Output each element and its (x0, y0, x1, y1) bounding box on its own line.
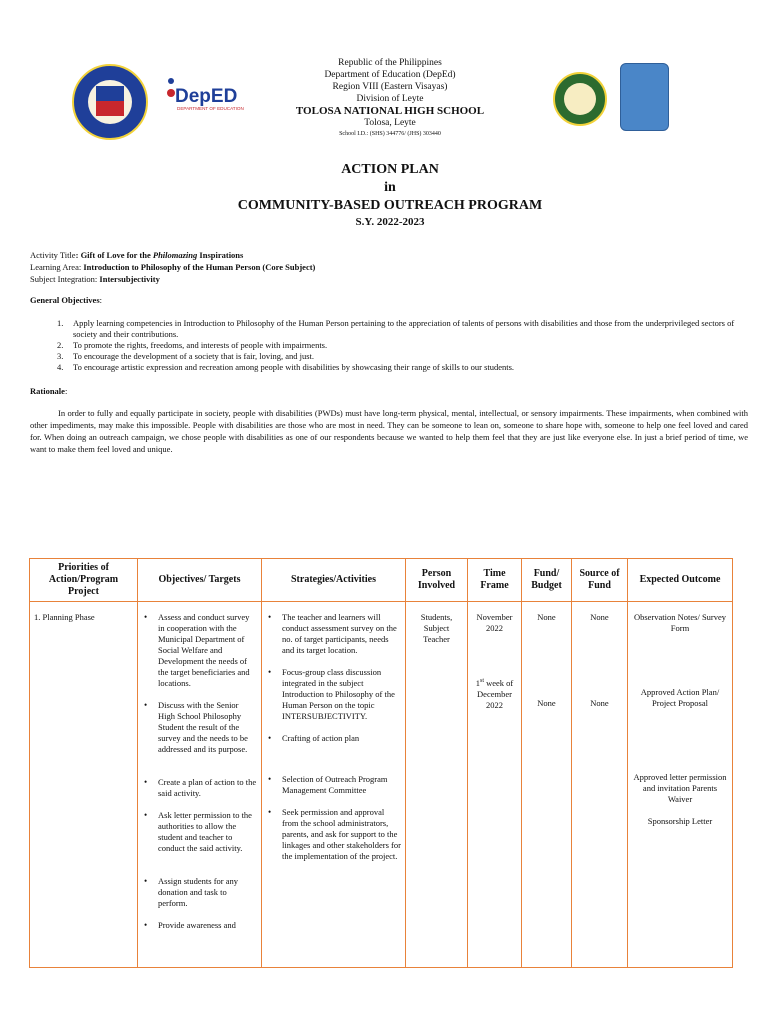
fund-cell (522, 602, 572, 968)
school-id: School I.D.: (SHS) 344776/ (JHS) 303440 (339, 131, 441, 137)
learning-area-value: Introduction to Philosophy of the Human Person (Core Subject) (83, 262, 316, 272)
outcome-2: Approved Action Plan/ Project Proposal (640, 687, 720, 708)
activity-title-value-c: Inspirations (197, 250, 244, 260)
strategy-bullet: • Focus-group class discussion integrated in the subject Introduction to Philosophy of the Human Person on the topic INTERSUBJECTIVITY. (266, 667, 401, 722)
col-header-priorities: Priorities of Action/Program Project (30, 559, 138, 602)
title-line-4: S.Y. 2022-2023 (355, 216, 425, 228)
objective-item: 4. To encourage artistic expression and recreation among people with disabilities by showcasing their range of skills to our students. (57, 362, 515, 372)
subject-integration (30, 273, 160, 285)
outcome-1: Observation Notes/ Survey Form (633, 612, 727, 633)
strategy-bullet: • Seek permission and approval from the school administrators, parents, and ask for support to the linkages and other stakeholders for the implementation of the project. (266, 807, 401, 862)
deped-seal-logo (72, 64, 148, 140)
objective-bullet: • Ask letter permission to the authorities to allow the student and teacher to conduct the said activity. (142, 810, 257, 854)
header-line-4: Division of Leyte (356, 94, 424, 104)
col-header-time: Time Frame (468, 559, 522, 602)
strategies-cell (262, 602, 406, 968)
placeholder-image (620, 63, 669, 131)
col-header-fund: Fund/ Budget (522, 559, 572, 602)
table-row (30, 602, 733, 968)
subject-integration-value: Intersubjectivity (99, 274, 160, 284)
school-seal-inner (564, 83, 596, 115)
activity-title: Activity Title: Gift of Love for the Philomazing Inspirations (30, 250, 244, 260)
objective-bullet: • Create a plan of action to the said activity. (142, 777, 257, 799)
rationale-text: In order to fully and equally participate in society, people with disabilities (PWDs) must have long-term physical, mental, intellectual, or sensory impairments. These impairments, when combined with other impediments, may make this impossible. People with disabilities are those who are most in need. They can be someone to lean on, someone to share hope with, someone to help one feel loved and cared for. When doing an outreach campaign, we chose people with disabilities as one of our respondents because we wanted to help them feel that they are just like everyone else. In just a brief period of time, we want to make them feel loved and unique. (30, 408, 748, 454)
action-plan-table (29, 558, 733, 968)
rationale-heading: Rationale: (30, 386, 68, 396)
school-town: Tolosa, Leyte (364, 118, 416, 128)
school-seal-logo (553, 72, 607, 126)
activity-title-value-a: Gift of Love for the (80, 250, 153, 260)
learning-area (30, 261, 315, 273)
activity-title-label: Activity Title (30, 250, 76, 260)
objective-bullet: • Provide awareness and (142, 920, 257, 931)
title-line-3: COMMUNITY-BASED OUTREACH PROGRAM (237, 198, 543, 213)
objectives-heading: General Objectives: (30, 295, 103, 305)
fund-value-1: None (537, 612, 556, 622)
objective-bullet: • Discuss with the Senior High School Philosophy Student the result of the survey and the needs to be addressed and its purpose. (142, 700, 257, 755)
col-header-source: Source of Fund (572, 559, 628, 602)
title-line-2: in (384, 180, 396, 195)
subject-integration-label: Subject Integration: (30, 274, 100, 284)
outcome-4: Sponsorship Letter (647, 816, 713, 826)
deped-logo-sub: DEPARTMENT OF EDUCATION (177, 106, 244, 111)
col-header-person: Person Involved (406, 559, 468, 602)
strategy-bullet: • Crafting of action plan (266, 733, 401, 744)
title-line-1: ACTION PLAN (341, 162, 439, 177)
seal-emblem (96, 86, 124, 116)
time-frame-2: 1st week of December 2022 (475, 677, 514, 710)
learning-area-label: Learning Area: (30, 262, 84, 272)
header-line-3: Region VIII (Eastern Visayas) (332, 82, 448, 92)
school-name: TOLOSA NATIONAL HIGH SCHOOL (295, 105, 485, 117)
deped-logo-text: DepED (175, 86, 238, 107)
table-header-row (30, 559, 733, 602)
objectives-cell (138, 602, 262, 968)
source-cell (572, 602, 628, 968)
time-frame-1: November 2022 (476, 612, 513, 633)
fund-value-2: None (537, 698, 556, 708)
col-header-objectives: Objectives/ Targets (138, 559, 262, 602)
outcome-3: Approved letter permission and invitation Parents Waiver (633, 772, 727, 804)
objective-item: 2. To promote the rights, freedoms, and interests of people with impairments. (57, 340, 328, 350)
objectives-list (57, 318, 747, 373)
activity-title-value-b: Philomazing (152, 250, 198, 260)
persons-cell: Students, Subject Teacher (406, 602, 468, 968)
time-cell (468, 602, 522, 968)
header-line-1: Republic of the Philippines (338, 58, 442, 68)
objective-bullet: • Assign students for any donation and task to perform. (142, 876, 257, 909)
objective-bullet: • Assess and conduct survey in cooperation with the Municipal Department of Social Welfare and Development the needs of the target beneficiaries and locations. (142, 612, 257, 689)
objective-item: 1. Apply learning competencies in Introduction to Philosophy of the Human Person pertaining to the appreciation of talents of persons with disabilities and those from the underprivileged sectors of society and their contributions. (57, 318, 735, 339)
outcome-cell (628, 602, 733, 968)
col-header-outcome: Expected Outcome (628, 559, 733, 602)
col-header-strategies: Strategies/Activities (262, 559, 406, 602)
source-value-1: None (590, 612, 609, 622)
strategy-bullet: • The teacher and learners will conduct assessment survey on the no. of target participants, needs and its target location. (266, 612, 401, 656)
source-value-2: None (590, 698, 609, 708)
header-line-2: Department of Education (DepEd) (324, 70, 456, 80)
objective-item: 3. To encourage the development of a society that is fair, loving, and just. (57, 351, 315, 361)
strategy-bullet: • Selection of Outreach Program Management Committee (266, 774, 401, 796)
priority-cell: 1. Planning Phase (30, 602, 138, 968)
